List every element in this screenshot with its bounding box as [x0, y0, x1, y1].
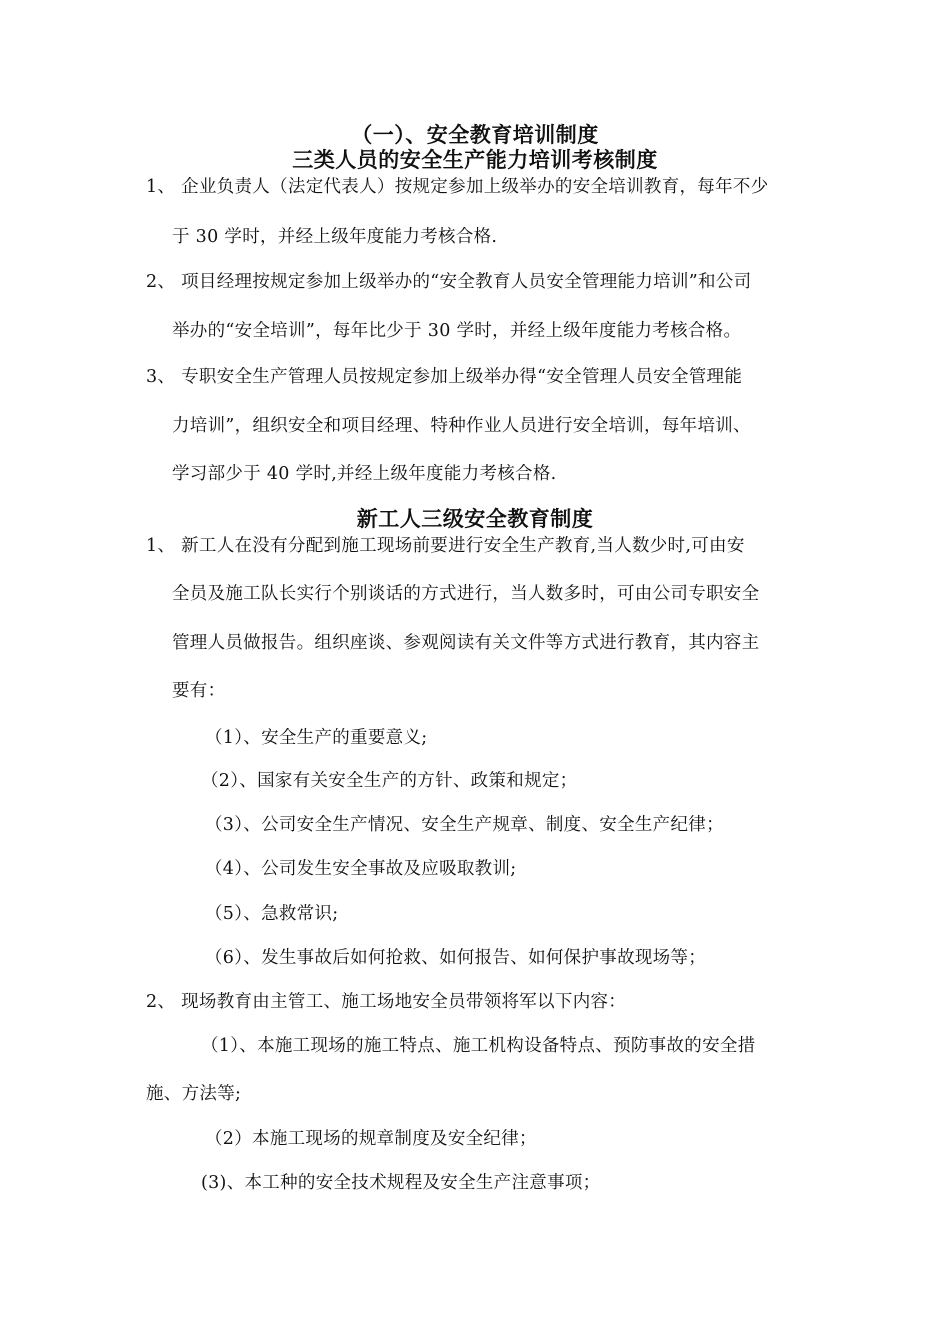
list-item: （6）、发生事故后如何抢救、如何报告、如何保护事故现场等； — [205, 948, 707, 968]
list-item: （1）、安全生产的重要意义; — [205, 728, 428, 748]
list-item: （3）、公司安全生产情况、安全生产规章、制度、安全生产纪律； — [205, 815, 724, 835]
list-item: （1）、本施工现场的施工特点、施工机构设备特点、预防事故的安全措 — [201, 1036, 756, 1056]
document-title: （一）、安全教育培训制度 — [351, 122, 599, 147]
paragraph-line: 要有： — [172, 681, 226, 701]
paragraph-line: 3、 专职安全生产管理人员按规定参加上级举办得“安全管理人员安全管理能 — [146, 367, 743, 387]
list-item: (3)、本工种的安全技术规程及安全生产注意事项； — [201, 1173, 601, 1193]
paragraph-line: 全员及施工队长实行个别谈话的方式进行，当人数多时，可由公司专职安全 — [172, 584, 760, 604]
paragraph-line: 2、 现场教育由主管工、施工场地安全员带领将军以下内容： — [146, 992, 627, 1012]
paragraph-line: 于 30 学时，并经上级年度能力考核合格. — [172, 227, 498, 247]
paragraph-line: 1、 新工人在没有分配到施工现场前要进行安全生产教育,当人数少时,可由安 — [146, 536, 745, 556]
paragraph-line: 管理人员做报告。组织座谈、参观阅读有关文件等方式进行教育，其内容主 — [172, 633, 760, 653]
section-heading: 三类人员的安全生产能力培训考核制度 — [292, 147, 658, 172]
list-item: （5）、急救常识; — [205, 904, 339, 924]
paragraph-line: 1、 企业负责人（法定代表人）按规定参加上级举办的安全培训教育，每年不少 — [146, 177, 769, 197]
list-item: （4）、公司发生安全事故及应吸取教训; — [205, 859, 517, 879]
section-heading: 新工人三级安全教育制度 — [356, 506, 594, 531]
list-item: （2）本施工现场的规章制度及安全纪律； — [205, 1129, 537, 1149]
list-item: （2）、国家有关安全生产的方针、政策和规定； — [201, 771, 578, 791]
paragraph-line: 力培训”，组织安全和项目经理、特种作业人员进行安全培训，每年培训、 — [172, 416, 751, 436]
paragraph-line: 施、方法等; — [146, 1084, 242, 1104]
paragraph-line: 2、 项目经理按规定参加上级举办的“安全教育人员安全管理能力培训”和公司 — [146, 272, 752, 292]
paragraph-line: 学习部少于 40 学时,并经上级年度能力考核合格. — [172, 464, 557, 484]
paragraph-line: 举办的“安全培训”，每年比少于 30 学时，并经上级年度能力考核合格。 — [172, 321, 742, 341]
